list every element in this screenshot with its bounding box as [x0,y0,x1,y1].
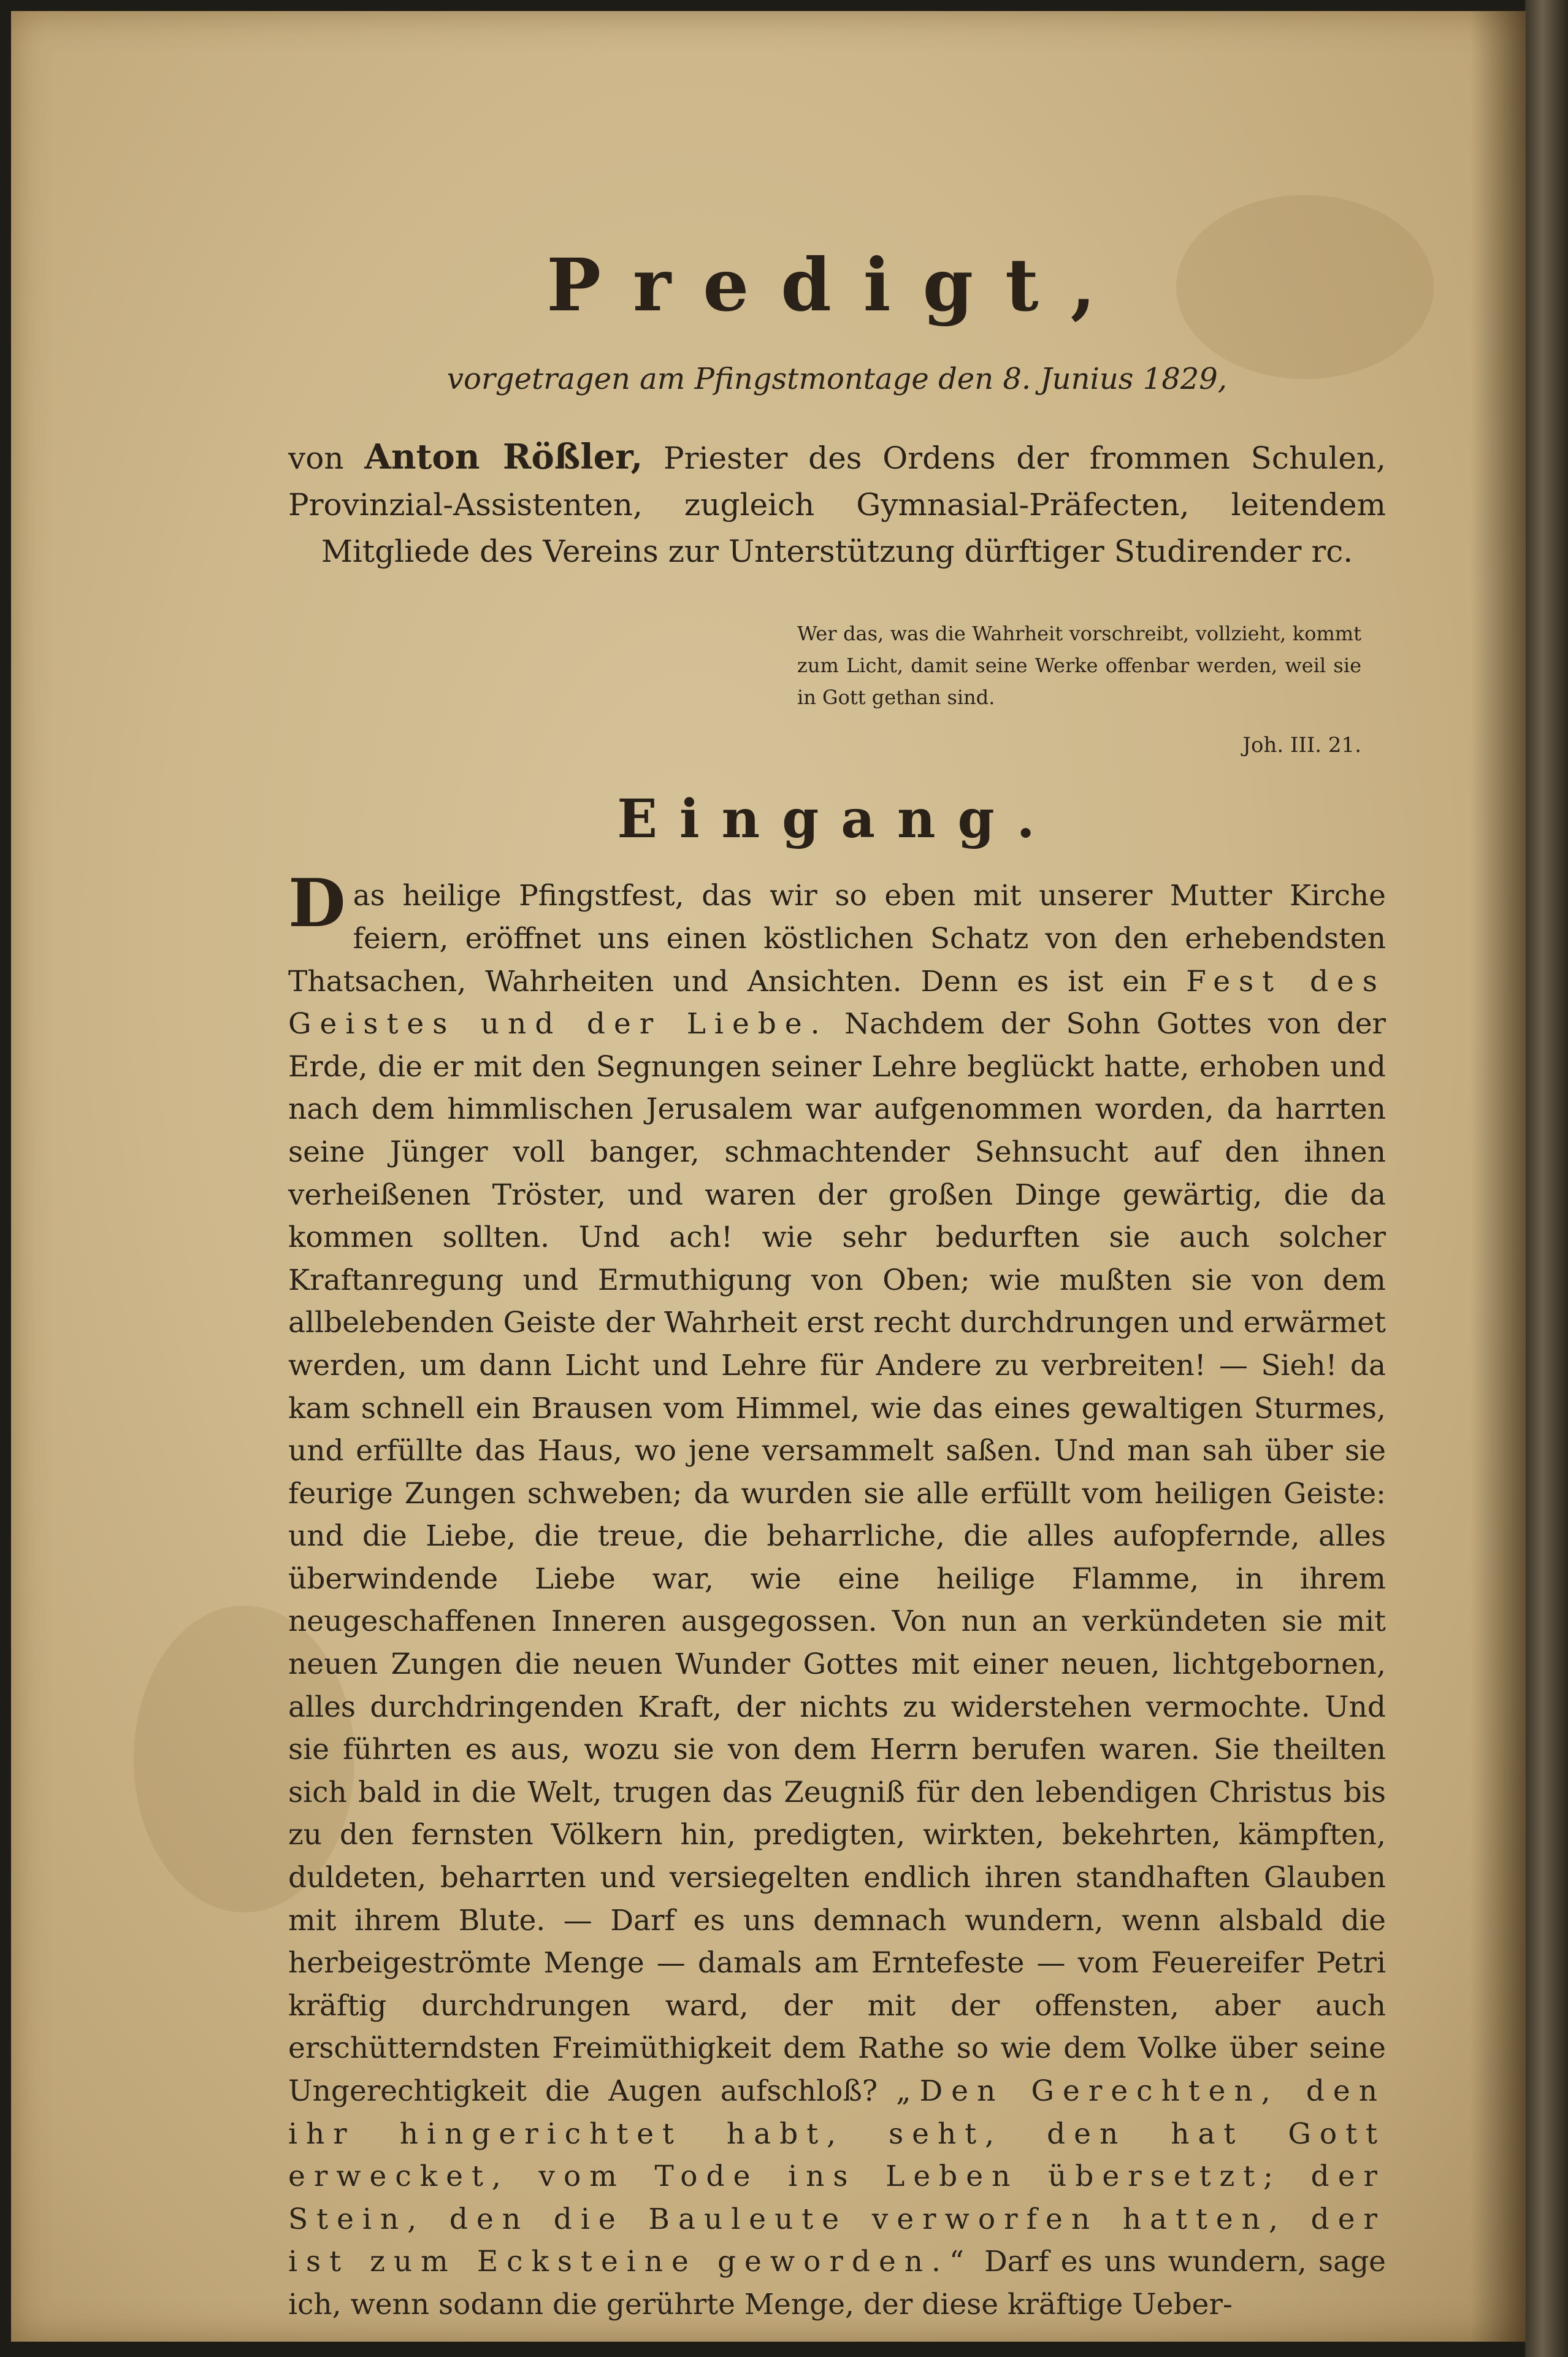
section-heading: Eingang. [617,788,1057,851]
emphasized-text: Fest des Geistes und der Liebe. [288,964,1386,1041]
adjacent-page-edge [1525,0,1568,2357]
body-paragraph [288,865,1386,2326]
motto-reference: Joh. III. 21. [1242,733,1361,758]
author-name: Anton Rößler, [364,437,643,478]
page-content [288,242,1386,2326]
drop-cap: D [288,865,346,943]
body-text-part: as heilige Pfingstfest, das wir so eben mit unserer Mutter Kirche feiern, eröffnet uns einen köstlichen Schatz von den erhebendsten Thatsachen, Wahrheiten und Ansichten. Denn es ist ein [288,879,1386,998]
body-text-part: Darf es uns wundern, sage ich, wenn sodann die gerührte Menge, der diese kräftige Ueber- [288,2245,1386,2321]
sermon-subtitle: vorgetragen am Pfingstmontage den 8. Junius 1829, [446,361,1228,396]
motto-quote: Wer das, was die Wahrheit vorschreibt, vollzieht, kommt zum Licht, damit seine Werke offenbar werden, weil sie in Gott gethan sind. [797,622,1361,710]
sermon-title: Predigt, [546,242,1128,328]
byline [288,434,1386,575]
author-description: Priester des Ordens der frommen Schulen, Provinzial-Assistenten, zugleich Gymnasial-Präfecten, leitendem Mitgliede des Vereins zur Unterstützung dürftiger Studirender rc. [288,440,1386,570]
emphasized-quote: „Den Gerechten, den ihr hingerichtet habt, seht, den hat Gott erwecket, vom Tode ins Leben übersetzt; der Stein, den die Bauleute verworfen hatten, der ist zum Ecksteine geworden.“ [288,2074,1386,2279]
gutter-shadow [1470,11,1526,2342]
byline-prefix: von [288,440,344,477]
body-text-part: Nachdem der Sohn Gottes von der Erde, die er mit den Segnungen seiner Lehre beglückt hatte, erhoben und nach dem himmlischen Jerusalem war aufgenommen worden, da harrten seine Jünger voll banger, schmachtender Sehnsucht auf den ihnen verheißenen Tröster, und waren der großen Dinge gewärtig, die da kommen sollten. Und ach! wie sehr bedurften sie auch solcher Kraftanregung und Ermuthigung von Oben; wie mußten sie von dem allbelebenden Geiste der Wahrheit erst recht durchdrungen und erwärmet werden, um dann Licht und Lehre für Andere zu verbreiten! — Sieh! da kam schnell ein Brausen vom Himmel, wie das eines gewaltigen Sturmes, und erfüllte das Haus, wo jene versammelt saßen. Und man sah über sie feurige Zungen schweben; da wurden sie alle erfüllt vom heiligen Geiste: und die Liebe, die treue, die beharrliche, die alles aufopfernde, alles überwindende Liebe war, wie eine heilige Flamme, in ihrem neugeschaffenen Inneren ausgegossen. Von nun an verkündeten sie mit neuen Zungen die neuen Wunder Gottes mit einer neuen, lichtgebornen, alles durchdringenden Kraft, der nichts zu widerstehen vermochte. Und sie führten es aus, wozu sie von dem Herrn berufen waren. Sie theilten sich bald in die Welt, trugen das Zeugniß für den lebendigen Christus bis zu den fernsten Völkern hin, predigten, wirkten, bekehrten, kämpften, duldeten, beharrten und versiegelten endlich ihren standhaften Glauben mit ihrem Blute. — Darf es uns demnach wundern, wenn alsbald die herbeigeströmte Menge — damals am Erntefeste — vom Feuereifer Petri kräftig durchdrungen ward, der mit der offensten, aber auch erschütterndsten Freimüthigkeit dem Rathe so wie dem Volke über seine Ungerechtigkeit die Augen aufschloß? [288,1007,1386,2109]
